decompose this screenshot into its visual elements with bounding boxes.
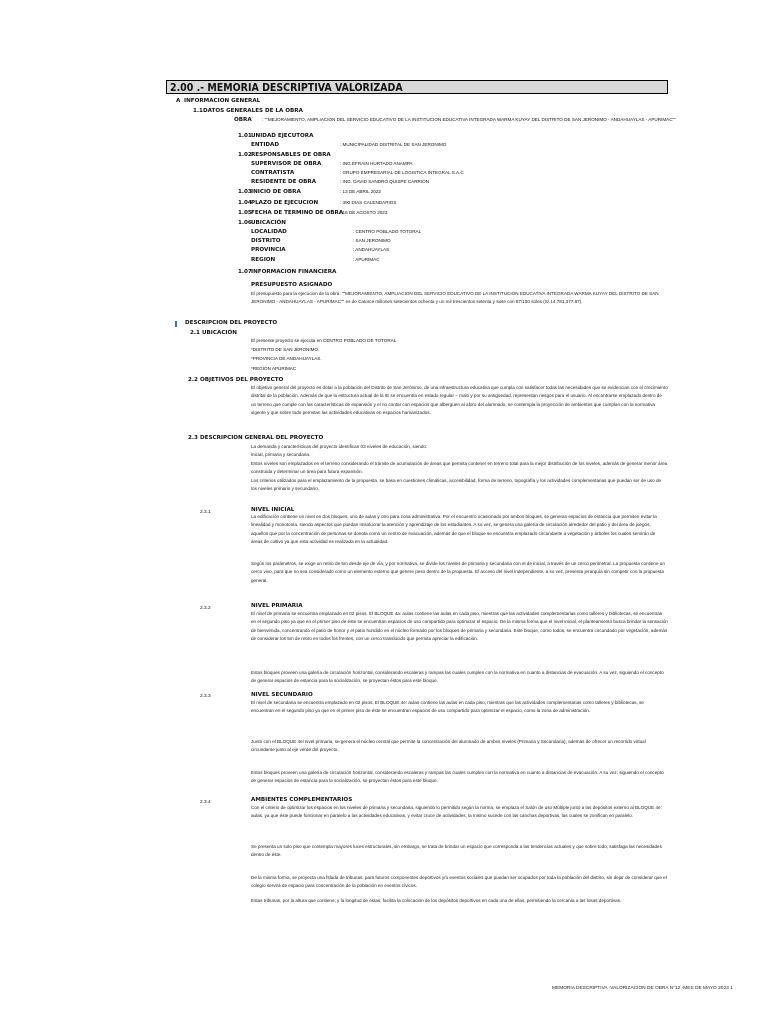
localidad-value: : CENTRO POBLADO TOTORAL — [353, 229, 422, 234]
nivel-secundario-text-2: Junto con el BLOQUE 4el nivel primaria, se genera el núcleo central que permite la concentración del alumnado de ambos niveles (Primaria y Secundaria), además de ofrecer un recorrido virtual circundante junto al eje verde del proyecto. — [251, 739, 646, 753]
localidad-label: LOCALIDAD — [251, 229, 287, 235]
section-2-2-heading: OBJETIVOS DEL PROYECTO — [200, 377, 284, 383]
section-1-04-number: 1.04 — [238, 200, 252, 206]
section-2-3-2-number: 2.3.2 — [200, 606, 211, 611]
nivel-primaria-text: El nivel de primaria se encuentra emplazado en 02 pisos. El BLOQUE 4a: aulas contiene las aulas en cada piso, mientras que las actividades complementarias como talleres y bibliotecas, se encuentran en el segundo piso ya que en el primer piso de éste se encuentran espacios de uso compartido para optimizar el espacio. De la misma forma que el nivel inicial, el planteamiento busca brindar la sensación de bienvenida, concentrando el patio de honor y el patio hundido en el núcleo formado por los bloques de primaria y secundaria. Este bloque, como todos, se encuentra circundado por vegetación, además de considerar los 5m de retiro en todos los frentes, con un cerco translúcido que permita apreciar la edificación. — [251, 611, 668, 642]
residente-value: : ING. DAVID SANDRO QUISPE CARRION — [340, 179, 429, 184]
section-1-01-heading: UNIDAD EJECUTORA — [251, 133, 314, 139]
descripcion-paragraph: Los criterios utilizados para el emplazamiento de la propuesta, se basa en cuestiones climáticas, accesibilidad, forma de terreno, topografía y los actividades complementarias que puedan ser de uso de los niveles primario y secundario. — [251, 477, 662, 492]
inicio-obra-value: : 13 DE ABRIL 2022 — [340, 189, 381, 194]
nivel-inicial-heading: NIVEL INICIAL — [251, 507, 295, 513]
obra-value: : ""MEJORAMIENTO, AMPLIACION DEL SERVICIO EDUCATIVO DE LA INSTITUCION EDUCATIVA INTEGRADA WARMA KUYAY DEL DISTRITO DE SAN JERONIMO - ANDAHUAYLAS - APURIMAC"" — [262, 117, 676, 122]
section-i-heading: DESCRIPCION DEL PROYECTO — [185, 320, 278, 326]
section-1-06-number: 1.06 — [238, 220, 252, 226]
residente-label: RESIDENTE DE OBRA — [251, 179, 317, 185]
region-value: : APURIMAC — [353, 257, 380, 262]
contratista-label: CONTRATISTA — [251, 170, 295, 176]
presupuesto-label: PRESUPUESTO ASIGNADO — [251, 282, 333, 288]
section-1-05-number: 1.05 — [238, 210, 252, 216]
nivel-secundario-text-3: Estos bloques proveen una galería de circulación horizontal, considerando escaleras y rampas las cuales cumplen con la normativa en cuanto a distancias de evacuación. A su vez, siguiendo el concepto de generar espacios de estancia para la socialización, se proyectan éstos para este bloque. — [251, 770, 664, 784]
entidad-label: ENTIDAD — [251, 142, 280, 148]
objetivos-text: El objetivo general del proyecto es dotar a la población del Distrito de San Jerónimo, de una infraestructura educativa que cumpla con satisfacer todas las necesidades que se evidencian con el crecimiento distrital de la población. Además de que la estructura actual de la IE se encuentra en estado regular – malo y por su antigüedad, representan riesgos para el usuario. Al encontrarse emplazado dentro de un terreno que cumple con las características de expansión y el no contar con espacios que alberguen al aforo del alumnado, se contempla la proyección de ambientes que cumplan con la normativa vigente y que sobre todo permitan las actividades educativas en espacios humanizados. — [251, 385, 668, 416]
entidad-value: : MUNICIPALIDAD DISTRITAL DE SAN JERONIMO — [340, 142, 447, 147]
supervisor-value: : ING.EFRAIN HURTADO ANAMPA — [340, 161, 413, 166]
section-2-3-heading: DESCRIPCION GENERAL DEL PROYECTO — [200, 435, 324, 441]
provincia-value: : ANDAHUAYLAS — [353, 247, 390, 252]
descripcion-general — [251, 443, 668, 493]
nivel-secundario-text: El nivel de secundaria se encuentra emplazado en 02 pisos. El BLOQUE 4e: aulas contiene las aulas en cada piso, mientras que las actividades complementarias como talleres y bibliotecas, se encuentran en el segundo piso ya que en el primer piso de éste se encuentran espacios de uso compartido para optimizar el espacio, como la zona de administración. — [251, 700, 644, 714]
region-label: REGION — [251, 257, 276, 263]
ambientes-text-2: Se presenta un solo piso que contempla mayores luces estructurales, sin embargo, se trata de brindar un espacio que corresponda a las tendencias actuales y que sobre todo, satisfaga las necesidades dentro de éste. — [251, 844, 662, 858]
section-1-1-heading: DATOS GENERALES DE LA OBRA — [203, 108, 303, 114]
distrito-label: DISTRITO — [251, 238, 281, 244]
inicio-obra-label: INICIO DE OBRA — [251, 189, 301, 195]
nivel-secundario-heading: NIVEL SECUNDARIO — [251, 692, 313, 698]
ambientes-text: Con el criterio de optimizar los espacios en los niveles de primaria y secundaria, siguiendo lo permitido según la norma, se emplaza el Salón de uso Múltiple junto a las depósitos externo al BLOQUE 4e: aulas, ya que éste puede funcionar en paralelo a las actividades educativas, y evitar cruce de actividades, la mismo sucede con las canchas deportivas, las cuales se zonifican en paralelo. — [251, 805, 662, 819]
financiera-heading: INFORMACION FINANCIERA — [251, 269, 337, 275]
section-1-01-number: 1.01 — [238, 133, 252, 139]
section-1-02-number: 1.02 — [238, 152, 252, 158]
distrito-value: : SAN JERONIMO — [353, 238, 391, 243]
ubicacion-line: *REGION APURIMAC — [251, 366, 297, 371]
section-2-3-1-number: 2.3.1 — [200, 510, 211, 515]
ambientes-text-4: Estas tribunas, por la altura que contiene, y la longitud de éstas, facilita la colocación de los depósitos deportivos en cada una de ellas, permitiendo la cercanía a las losas deportivas. — [251, 898, 622, 903]
presupuesto-text: El presupuesto para la ejecucion de la obra: ""MEJORAMIENTO, AMPLIACION DEL SERVICIO EDUCATIVO DE LA INSTITUCION EDUCATIVA INTEGRADA WARMA KUYAY DEL DISTRITO DE SAN JERONIMO - ANDAHUAYLAS - APURIMAC"" es de Catorce millones setecientos ochenta y un mil trescientos setenta y siete con 87/100 soles (S/.14,781,377.87). — [251, 291, 659, 305]
contratista-value: : GRUPO EMPRESARIAL DE LOGISTICA INTEGRAL S.A.C — [340, 170, 464, 175]
nivel-primaria-heading: NIVEL PRIMARIA — [251, 603, 303, 609]
plazo-value: : 390 DIAS CALENDARIOS — [340, 200, 397, 205]
descripcion-paragraph: Estos niveles son emplazados en el terreno considerando el trámite de acumulación de áreas que permita contener en terreno total para la mejor distribución de los niveles, además de generar menor área construida y determinar un área para futura expansión. — [251, 460, 668, 475]
plazo-label: PLAZO DE EJECUCION — [251, 200, 319, 206]
obra-label: OBRA — [234, 117, 252, 123]
section-2-3-3-number: 2.3.3 — [200, 694, 211, 699]
nivel-inicial-text-2: Según los parámetros, se exige un retiro de 5m desde eje de vía, y por normativa, se divide los niveles de primaria y secundaria con el de inicial, a través de un cerco perimetral. La propuesta contiene un cerco vivo, para que no sea considerado como un elemento externo que genere peso dentro de la propuesta. El acceso del nivel independiente, a su vez, presenta jerarquía sin competir con la propuesta general. — [251, 561, 665, 583]
section-2-1-number: 2.1 — [190, 330, 200, 336]
page-footer: MEMORIA DESCRIPTIVA -VALORIZACION DE OBRA N°12 -MES DE MAYO 2023 1 — [552, 986, 733, 991]
section-1-02-heading: RESPONSABLES DE OBRA — [251, 152, 331, 158]
nivel-inicial-text: La edificación contiene un nivel en dos bloques, uno de aulas y otro para zona administrativa. Por el encuentro ocasionado por ambos bloques, se generan espacios de estancia que permiten evitar la linealidad y monotonía, siendo aspectos que puedan imsolucrar la atención y aprendizaje de los estudiantes. A su vez, se genera una galería de circulación alrededor del patio y del área de juegos, aquellos que por la concentración de personas se donota como un centro de evacuación, además de que el bloque se encuentra emplazado circundante a vegetación y árboles los cuales servirán de áreas de cultivo ya que esta actividad es realizada en la actualidad. — [251, 514, 657, 545]
page-title: 2.00 .- MEMORIA DESCRIPTIVA VALORIZADA — [166, 80, 668, 94]
supervisor-label: SUPERVISOR DE OBRA — [251, 161, 322, 167]
section-1-07-number: 1.07 — [238, 269, 252, 275]
ubicacion-line: El presente proyecto se ejecuta en CENTRO POBLADO DE TOTORAL — [251, 338, 397, 343]
provincia-label: PROVINCIA — [251, 247, 286, 253]
section-2-3-4-number: 2.3.4 — [200, 800, 211, 805]
descripcion-paragraph: inicial, primaria y secundaria. — [251, 452, 311, 458]
termino-value: : 16 DE AGOSTO 2023 — [340, 210, 388, 215]
section-2-3-number: 2.3 — [188, 435, 198, 441]
section-2-2-number: 2.2 — [188, 377, 198, 383]
descripcion-paragraph: La demanda y características del proyecto identifican 03 niveles de educación, siendo: — [251, 444, 428, 449]
termino-label: FECHA DE TERMINO DE OBRA — [251, 210, 344, 216]
nivel-primaria-text-2: Estos bloques proveen una galería de circulación horizontal, considerando escaleras y rampas las cuales cumplen con la normativa en cuanto a distancias de evacuación. A su vez, siguiendo el concepto de generar espacios de estancia para la socialización, se proyectan éstos para este bloque. — [251, 670, 664, 684]
ambientes-text-3: De la misma forma, se proyecta una fslada de tribunas, para futuros componentes deportivos y/o eventos sociales que puedan ser ocupados por toda la población del distrito, sin dejar de considerar que el colegio servirá de espacio para concentración de la población en eventos cívicos. — [251, 875, 667, 889]
section-1-1-number: 1.1 — [193, 108, 203, 114]
section-2-1-heading: UBICACIÓN — [202, 330, 237, 336]
ambientes-heading: AMBIENTES COMPLEMENTARIOS — [251, 797, 353, 803]
section-1-03-number: 1.03 — [238, 189, 252, 195]
section-marker — [175, 321, 177, 327]
ubicacion-heading: UBICACIÓN — [251, 220, 286, 226]
ubicacion-line: *PROVINCIA DE ANDAHUAYLAS. — [251, 356, 322, 361]
section-a-heading: INFORMACION GENERAL — [184, 98, 261, 104]
ubicacion-line: *DISTRITO DE SAN JERONIMO. — [251, 347, 320, 352]
section-a-letter: A — [176, 98, 181, 104]
